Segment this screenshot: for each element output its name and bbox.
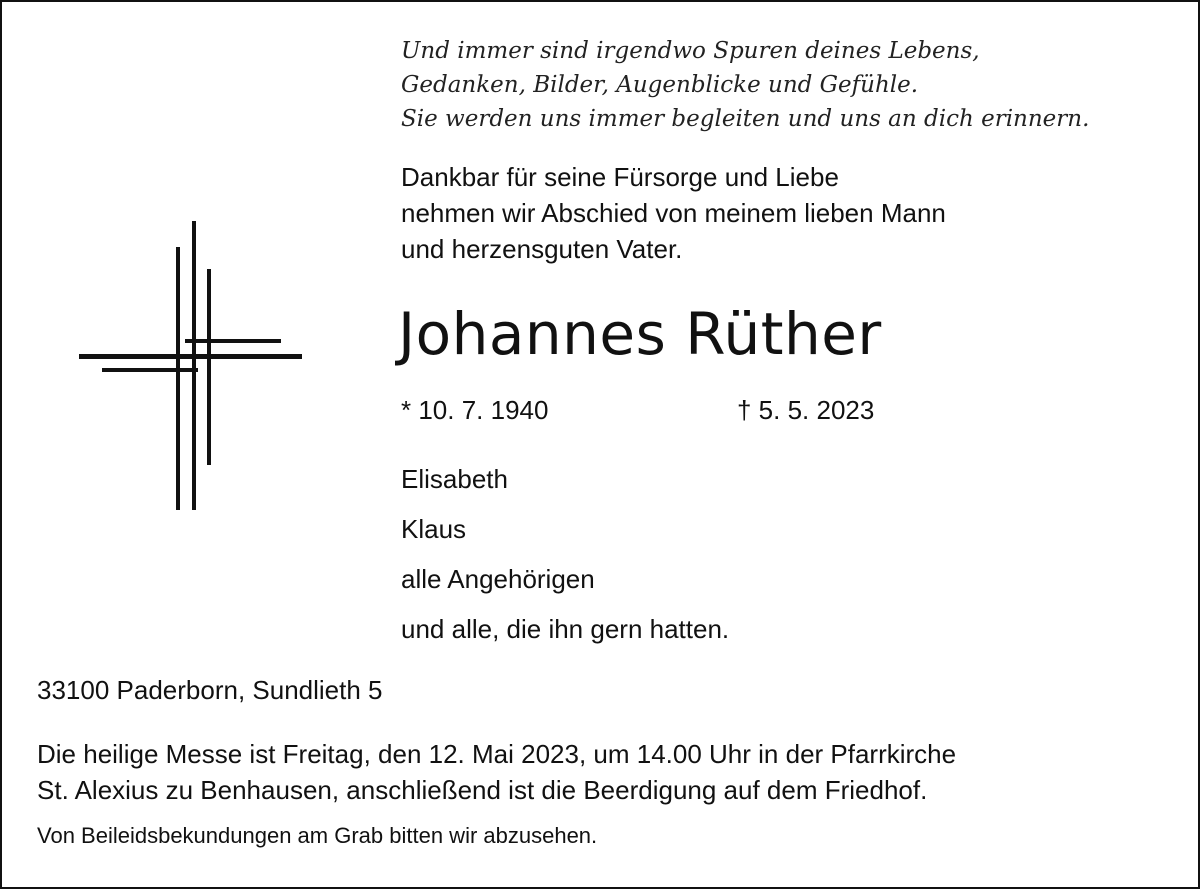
poem-line: Und immer sind irgendwo Spuren deines Lebens, (401, 38, 980, 64)
mourner-item: und alle, die ihn gern hatten. (401, 614, 730, 644)
deceased-name: Johannes Rüther (398, 300, 882, 368)
service-info (37, 736, 1177, 808)
poem-line: Gedanken, Bilder, Augenblicke und Gefühle. (401, 72, 919, 98)
intro-line: und herzensguten Vater. (401, 234, 683, 264)
intro-line: Dankbar für seine Fürsorge und Liebe (401, 162, 839, 192)
address: 33100 Paderborn, Sundlieth 5 (37, 675, 383, 705)
mourner-item: Elisabeth (401, 464, 508, 494)
condolence-note: Von Beileidsbekundungen am Grab bitten wir abzusehen. (37, 823, 598, 848)
mourners-list (401, 461, 729, 661)
mourner-item: Klaus (401, 514, 467, 544)
death-date: † 5. 5. 2023 (737, 395, 875, 425)
poem (401, 34, 1181, 136)
intro-line: nehmen wir Abschied von meinem lieben Mann (401, 198, 946, 228)
service-line: St. Alexius zu Benhausen, anschließend ist die Beerdigung auf dem Friedhof. (37, 775, 928, 805)
intro-text (401, 159, 1181, 267)
mourner-item: alle Angehörigen (401, 564, 595, 594)
cross-icon (72, 217, 312, 517)
service-line: Die heilige Messe ist Freitag, den 12. Mai 2023, um 14.00 Uhr in der Pfarrkirche (37, 739, 957, 769)
poem-line: Sie werden uns immer begleiten und uns an dich erinnern. (401, 106, 1090, 132)
birth-date: * 10. 7. 1940 (401, 395, 549, 425)
